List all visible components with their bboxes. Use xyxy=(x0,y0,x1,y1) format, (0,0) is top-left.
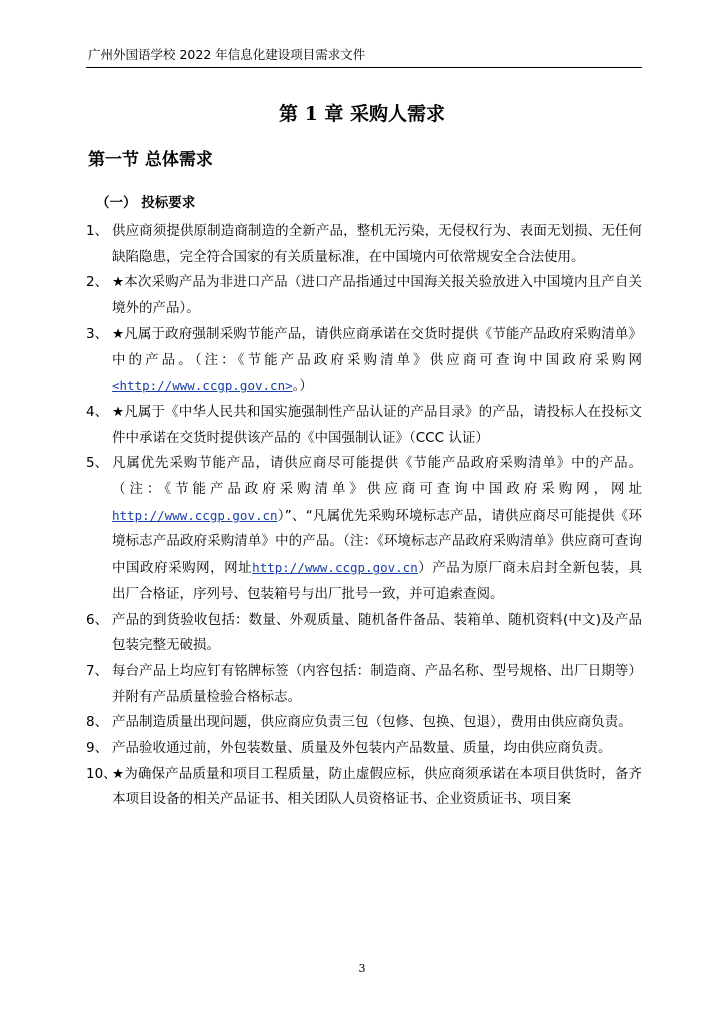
item-text-part: 凡属优先采购节能产品，请供应商尽可能提供《节能产品政府采购清单》中的产品。（注：《节能产品政府采购清单》供应商可查询中国政府采购网，网址 xyxy=(112,455,642,498)
page-number: 3 xyxy=(358,962,366,975)
item-number: 3、 xyxy=(86,325,109,342)
item-text: 产品制造质量出现问题，供应商应负责三包（包修、包换、包退），费用由供应商负责。 xyxy=(112,714,632,731)
item-number: 1、 xyxy=(86,223,109,239)
item-text-part: 。） xyxy=(292,378,313,395)
header-rule xyxy=(86,67,642,68)
item-text: 每台产品上均应钉有铭牌标签（内容包括：制造商、产品名称、型号规格、出厂日期等）并附有产品质量检验合格标志。 xyxy=(112,662,642,705)
ccgp-link[interactable]: http://www.ccgp.gov.cn xyxy=(252,560,418,576)
item-text xyxy=(112,451,642,607)
ccgp-link[interactable]: http://www.ccgp.gov.cn xyxy=(112,507,278,523)
item-number: 9、 xyxy=(86,740,109,757)
item-number: 8、 xyxy=(86,714,109,731)
item-number: 4、 xyxy=(86,403,109,420)
item-number: 6、 xyxy=(86,611,109,628)
item-text: ★为确保产品质量和项目工程质量，防止虚假应标，供应商须承诺在本项目供货时，备齐本项目设备的相关产品证书、相关团队人员资格证书、企业资质证书、项目案 xyxy=(112,765,642,808)
ccgp-link[interactable]: <http://www.ccgp.gov.cn> xyxy=(112,378,293,394)
list-item xyxy=(86,710,642,736)
item-text: 供应商须提供原制造商制造的全新产品，整机无污染，无侵权行为、表面无划损、无任何缺陷隐患，完全符合国家的有关质量标准，在中国境内可依常规安全合法使用。 xyxy=(112,223,642,265)
item-number: 10、 xyxy=(86,765,117,782)
list-item xyxy=(86,608,642,659)
list-item xyxy=(86,659,642,710)
subsection-title: （一） 投标要求 xyxy=(96,195,196,211)
item-text: ★凡属于《中华人民共和国实施强制性产品认证的产品目录》的产品，请投标人在投标文件中承诺在交货时提供该产品的《中国强制认证》（CCC 认证） xyxy=(112,403,642,446)
item-text xyxy=(112,322,642,400)
item-text: 产品验收通过前，外包装数量、质量及外包装内产品数量、质量，均由供应商负责。 xyxy=(112,740,612,757)
list-item xyxy=(86,322,642,400)
list-item xyxy=(86,736,642,762)
list-item xyxy=(86,400,642,451)
item-number: 5、 xyxy=(86,455,109,472)
page-header: 广州外国语学校 2022 年信息化建设项目需求文件 xyxy=(88,47,366,62)
item-text-part: ）”、“凡属优先采购环境标志产品，请供应商尽可能提供《环境标志产品政府采购清单》中的产品。（注：《环境标志产品政府采购清单》供应商可查询中国政府采购网，网址 xyxy=(112,507,642,577)
list-item xyxy=(86,451,642,607)
list-item xyxy=(86,762,642,813)
list-item xyxy=(86,270,642,321)
item-number: 2、 xyxy=(86,274,109,291)
item-text-part: ★凡属于政府强制采购节能产品，请供应商承诺在交货时提供《节能产品政府采购清单》中的产品。（注：《节能产品政府采购清单》供应商可查询中国政府采购网 xyxy=(112,325,642,368)
item-text-part: ）产品为原厂商未启封全新包装，具出厂合格证，序列号、包装箱号与出厂批号一致，并可追索查阅。 xyxy=(112,560,643,602)
item-text: 产品的到货验收包括：数量、外观质量、随机备件备品、装箱单、随机资料(中文)及产品包装完整无破损。 xyxy=(112,611,642,654)
requirements-list xyxy=(86,219,642,813)
item-text: ★本次采购产品为非进口产品（进口产品指通过中国海关报关验放进入中国境内且产自关境外的产品）。 xyxy=(112,274,642,317)
item-number: 7、 xyxy=(86,662,109,679)
section-title: 第一节 总体需求 xyxy=(88,150,213,170)
list-item xyxy=(86,219,642,270)
chapter-title: 第 1 章 采购人需求 xyxy=(278,103,446,125)
